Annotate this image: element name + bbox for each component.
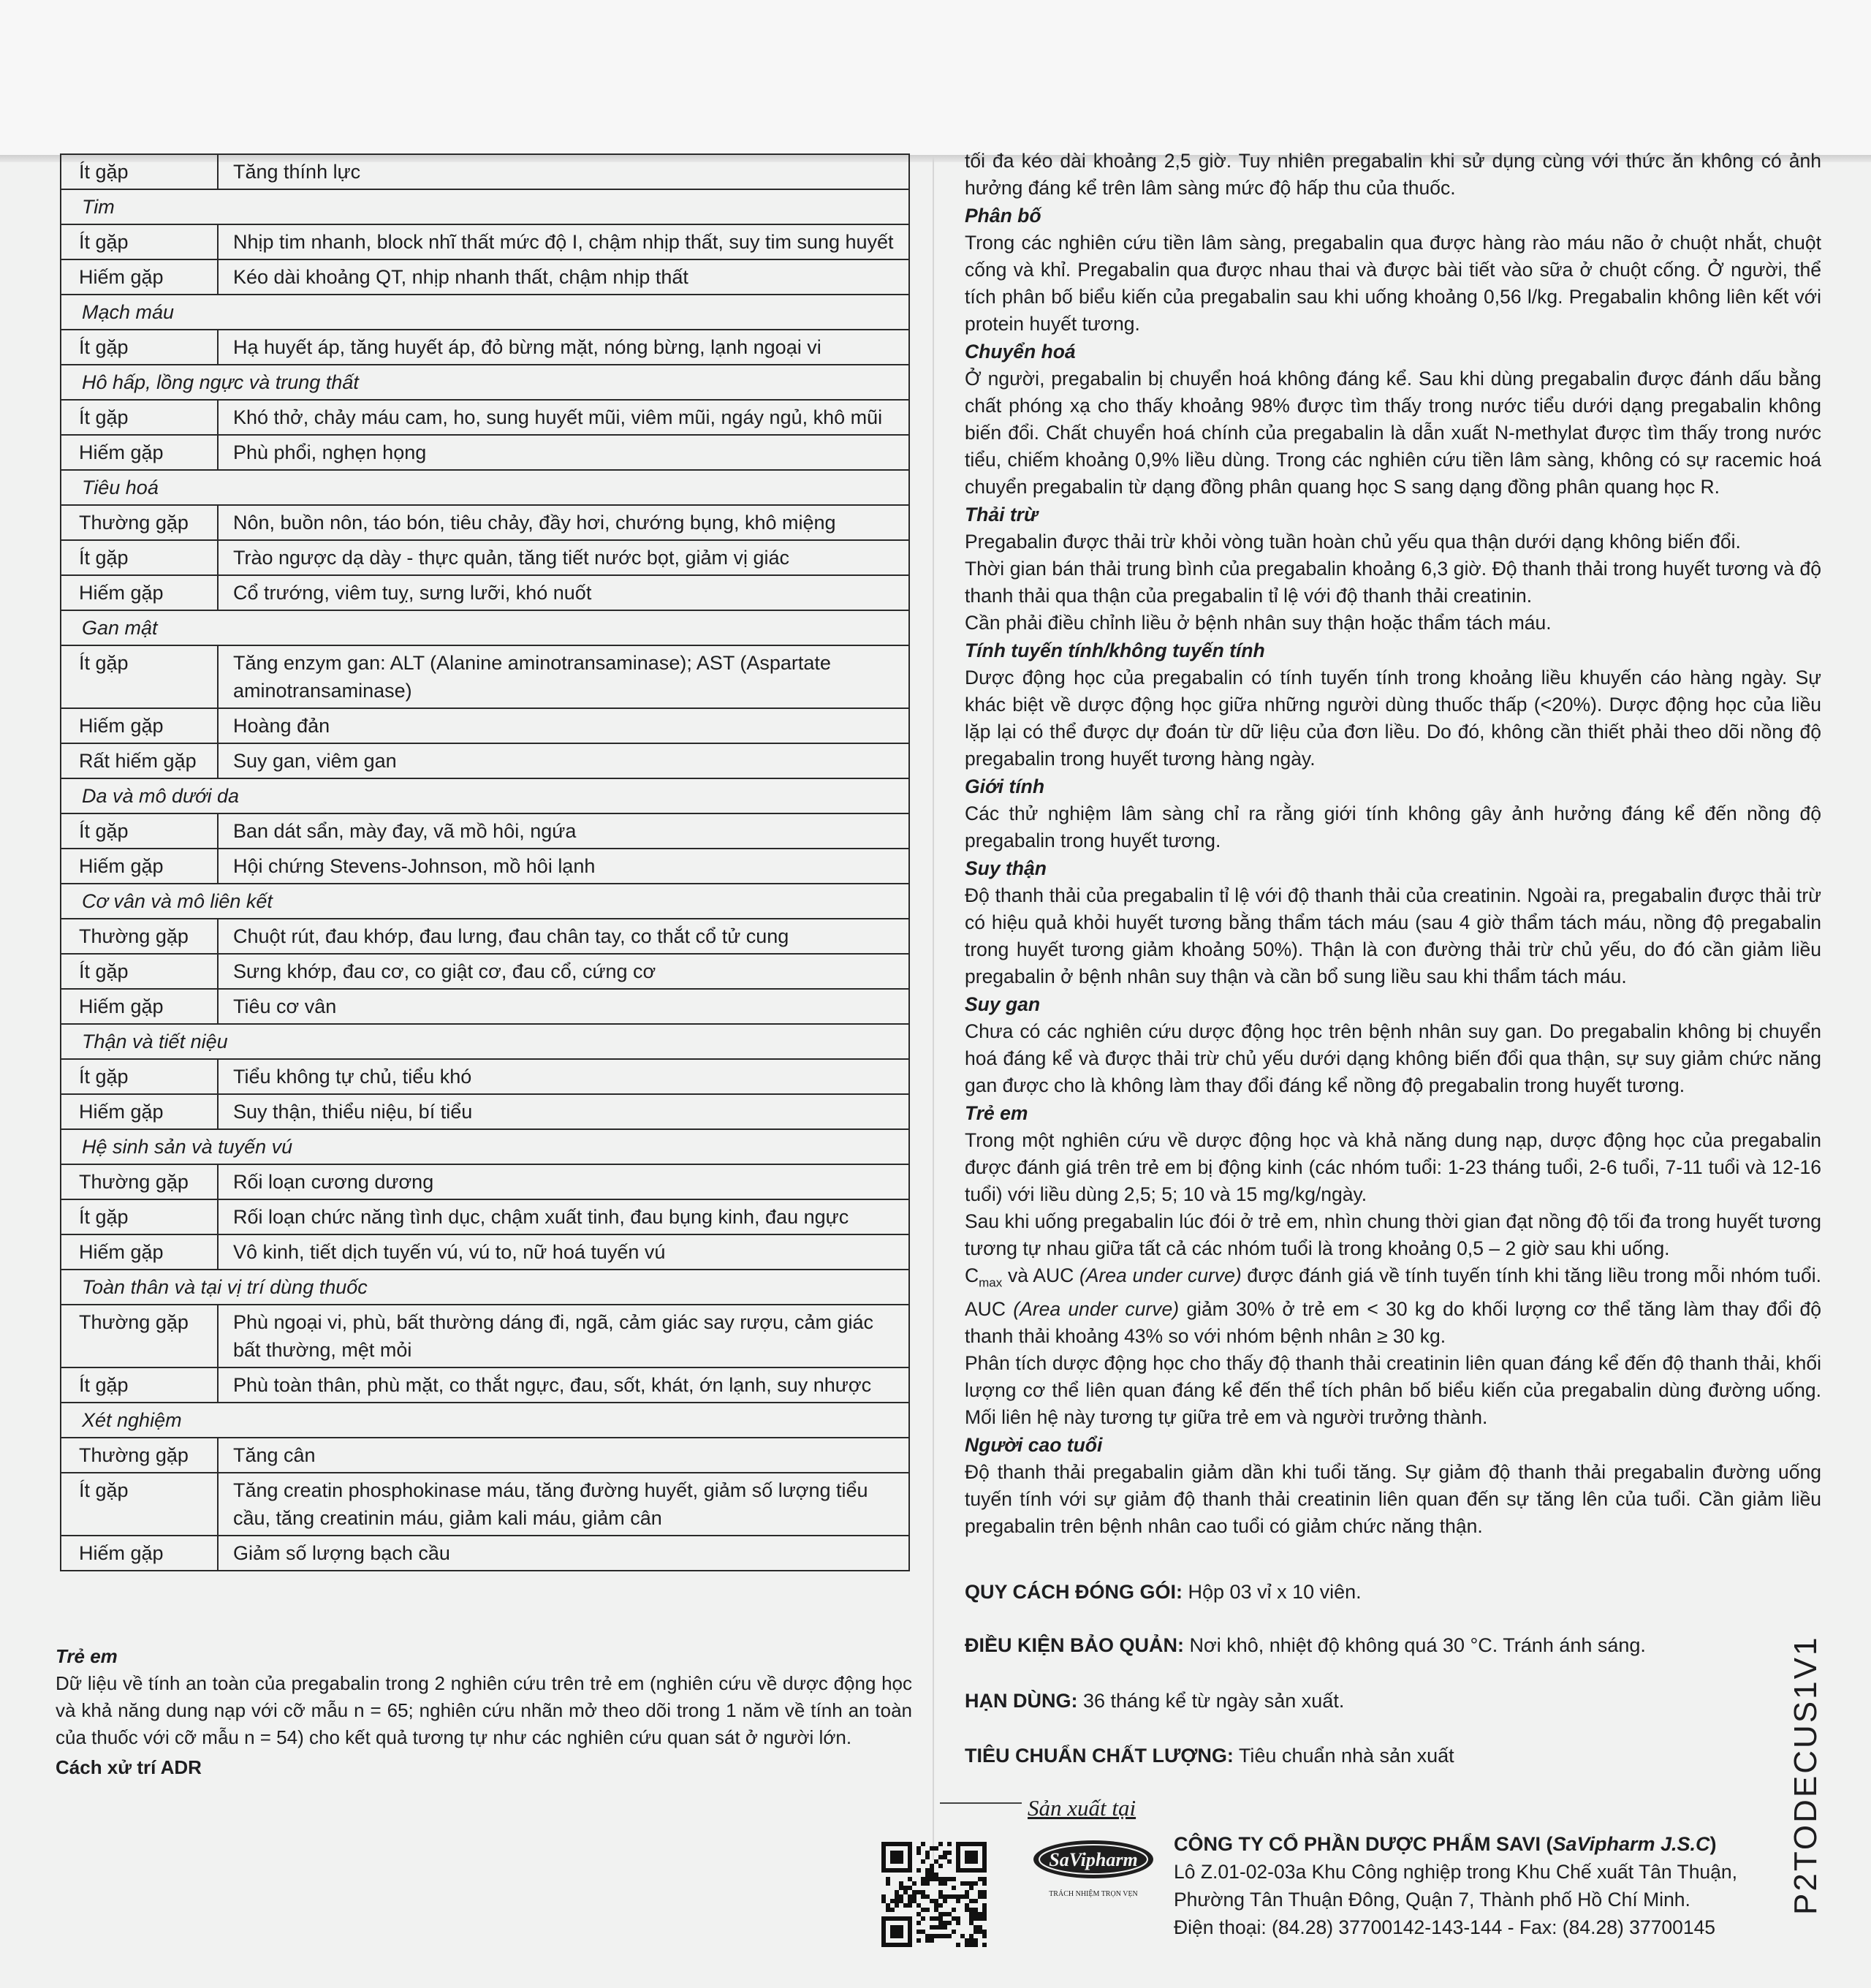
cmax-c: C [965,1264,979,1286]
left-notes [56,1643,912,1781]
frequency-cell: Thường gặp [61,1438,218,1473]
logo-slogan: TRÁCH NHIỆM TRỌN VẸN [1049,1890,1138,1898]
company-brand: SaVipharm J.S.C [1552,1833,1710,1855]
table-row [61,1164,909,1199]
organ-group-label: Da và mô dưới da [61,778,909,813]
frequency-cell: Ít gặp [61,400,218,435]
frequency-cell: Hiếm gặp [61,259,218,295]
table-row [61,1367,909,1403]
table-row [61,1234,909,1270]
document-code: P2TODECUS1V1 [1788,1635,1823,1915]
table-group-row [61,295,909,330]
effect-cell: Chuột rút, đau khớp, đau lưng, đau chân tay, co thắt cổ tử cung [218,919,909,954]
elderly-heading: Người cao tuổi [965,1434,1103,1457]
table-row [61,743,909,778]
organ-group-label: Cơ vân và mô liên kết [61,884,909,919]
section-paragraph: Dược động học của pregabalin có tính tuyến tính trong khoảng liều khuyến cáo hàng ngày. Sự khác biệt về dược động học giữa những người dùng thuốc thấp (<20%). Dược động học của liều lặp lại có thể được dự đoán từ dữ liệu của đơn liều. Do đó, không cần thiết phải theo dõi nồng độ pregabalin trong huyết tương hàng ngày. [965,667,1821,770]
expiry-line [965,1688,1821,1715]
frequency-cell: Hiếm gặp [61,1536,218,1571]
table-row [61,645,909,708]
effect-cell: Tăng cân [218,1438,909,1473]
table-row [61,989,909,1024]
table-row [61,435,909,470]
section-paragraph: Sau khi uống pregabalin lúc đói ở trẻ em, nhìn chung thời gian đạt nồng độ tối đa trong huyết tương tương tự nhau giữa tất cả các nhóm tuổi là trong khoảng 0,5 – 2 giờ sau khi uống. [965,1210,1821,1259]
frequency-cell: Ít gặp [61,1473,218,1536]
organ-group-label: Hệ sinh sản và tuyến vú [61,1129,909,1164]
table-row [61,813,909,849]
frequency-cell: Ít gặp [61,813,218,849]
effect-cell: Phù toàn thân, phù mặt, co thắt ngực, đau, sốt, khát, ớn lạnh, suy nhược [218,1367,909,1403]
table-row [61,575,909,610]
elderly-paragraph: Độ thanh thải pregabalin giảm dần khi tuổi tăng. Sự giảm độ thanh thải pregabalin đường uống tuyến tính với sự giảm độ thanh thải creatinin liên quan đến sự tăng lên của tuổi. Cần giảm liều pregabalin trên bệnh nhân cao tuổi có giảm chức năng thận. [965,1461,1821,1538]
effect-cell: Hạ huyết áp, tăng huyết áp, đỏ bừng mặt, nóng bừng, lạnh ngoại vi [218,330,909,365]
frequency-cell: Ít gặp [61,330,218,365]
effect-cell: Suy thận, thiểu niệu, bí tiểu [218,1094,909,1129]
frequency-cell: Hiếm gặp [61,1094,218,1129]
adr-handling-heading: Cách xử trí ADR [56,1756,202,1778]
quality-line [965,1742,1821,1769]
table-row [61,224,909,259]
adverse-reactions-table [60,153,910,1571]
children-text: Dữ liệu về tính an toàn của pregabalin trong 2 nghiên cứu trên trẻ em (nghiên cứu về dược động học và khả năng dung nạp với cỡ mẫu n = 65; nghiên cứu nhãn mở theo dõi trong 1 năm về tính an toàn của thuốc với cỡ mẫu n = 54) cho kết quả tương tự như các nghiên cứu quan sát ở người lớn. [56,1672,912,1748]
frequency-cell: Ít gặp [61,224,218,259]
frequency-cell: Ít gặp [61,154,218,189]
effect-cell: Tiểu không tự chủ, tiểu khó [218,1059,909,1094]
table-row [61,259,909,295]
table-row [61,954,909,989]
effect-cell: Sưng khớp, đau cơ, co giật cơ, đau cổ, cứng cơ [218,954,909,989]
company-name [1174,1830,1737,1858]
frequency-cell: Hiếm gặp [61,849,218,884]
packing-line [965,1579,1821,1606]
pharmacokinetics-column [965,148,1821,1540]
table-row [61,1438,909,1473]
effect-cell: Rối loạn chức năng tình dục, chậm xuất tinh, đau bụng kinh, đau ngực [218,1199,909,1234]
effect-cell: Hội chứng Stevens-Johnson, mồ hôi lạnh [218,849,909,884]
organ-group-label: Toàn thân và tại vị trí dùng thuốc [61,1270,909,1305]
table-row [61,919,909,954]
section-paragraph: Trong các nghiên cứu tiền lâm sàng, pregabalin qua được hàng rào máu não ở chuột nhắt, chuột cống và khỉ. Pregabalin qua được nhau thai và được bài tiết vào sữa ở chuột cống. Ở người, thể tích phân bố biểu kiến của pregabalin sau khi uống khoảng 0,56 l/kg. Pregabalin không liên kết với protein huyết tương. [965,232,1821,335]
company-name-close: ) [1709,1833,1717,1855]
quality-value: Tiêu chuẩn nhà sản xuất [1233,1745,1454,1767]
company-name-text: CÔNG TY CỔ PHẦN DƯỢC PHẨM SAVI ( [1174,1833,1553,1855]
effect-cell: Phù phổi, nghẹn họng [218,435,909,470]
effect-cell: Tiêu cơ vân [218,989,909,1024]
section-paragraph: Ở người, pregabalin bị chuyển hoá không đáng kể. Sau khi dùng pregabalin được đánh dấu bằng chất phóng xạ cho thấy khoảng 98% được tìm thấy trong nước tiểu dưới dạng pregabalin không biến đổi. Chất chuyển hoá chính của pregabalin là dẫn xuất N-methylat được tìm thấy trong nước tiểu, chiếm khoảng 0,9% liều dùng. Trong các nghiên cứu tiền lâm sàng, không có sự racemic hoá chuyển pregabalin từ dạng đồng phân quang học S sang dạng đồng phân quang học R. [965,368,1821,498]
table-group-row [61,470,909,505]
organ-group-label: Tim [61,189,909,224]
organ-group-label: Mạch máu [61,295,909,330]
effect-cell: Vô kinh, tiết dịch tuyến vú, vú to, nữ hoá tuyến vú [218,1234,909,1270]
table-group-row [61,610,909,645]
section-paragraph: Chưa có các nghiên cứu dược động học trên bệnh nhân suy gan. Do pregabalin không bị chuyển hoá đáng kể và được thải trừ chủ yếu dưới dạng không biến đổi qua thận, sự suy giảm chức năng gan được cho là không làm thay đổi đáng kể nồng độ pregabalin trong huyết tương. [965,1020,1821,1096]
effect-cell: Trào ngược dạ dày - thực quản, tăng tiết nước bọt, giảm vị giác [218,540,909,575]
frequency-cell: Ít gặp [61,1367,218,1403]
company-phone: Điện thoại: (84.28) 37700142-143-144 - Fax: (84.28) 37700145 [1174,1916,1716,1938]
table-row [61,1059,909,1094]
section-heading: Tính tuyến tính/không tuyến tính [965,640,1265,661]
table-group-row [61,1024,909,1059]
frequency-cell: Ít gặp [61,1199,218,1234]
frequency-cell: Ít gặp [61,645,218,708]
table-group-row [61,365,909,400]
company-address-2: Phường Tân Thuận Đông, Quận 7, Thành phố Hồ Chí Minh. [1174,1889,1690,1911]
effect-cell: Rối loạn cương dương [218,1164,909,1199]
table-row [61,540,909,575]
organ-group-label: Tiêu hoá [61,470,909,505]
frequency-cell: Rất hiếm gặp [61,743,218,778]
cmax-auc-term: (Area under curve) [1079,1264,1242,1286]
frequency-cell: Ít gặp [61,954,218,989]
effect-cell: Tăng creatin phosphokinase máu, tăng đường huyết, giảm số lượng tiểu cầu, tăng creatinin máu, giảm kali máu, giảm cân [218,1473,909,1536]
company-block [1174,1830,1737,1941]
section-heading: Trẻ em [965,1102,1028,1124]
frequency-cell: Thường gặp [61,1164,218,1199]
table-row [61,1536,909,1571]
effect-cell: Kéo dài khoảng QT, nhịp nhanh thất, chậm nhịp thất [218,259,909,295]
cmax-paragraph [965,1262,1821,1350]
table-group-row [61,189,909,224]
section-heading: Suy thận [965,857,1047,879]
table-row [61,400,909,435]
table-row [61,505,909,540]
children-heading: Trẻ em [56,1645,118,1667]
effect-cell: Khó thở, chảy máu cam, ho, sung huyết mũi, viêm mũi, ngáy ngủ, khô mũi [218,400,909,435]
company-address-1: Lô Z.01-02-03a Khu Công nghiệp trong Khu Chế xuất Tân Thuận, [1174,1861,1738,1883]
qr-code-icon [881,1842,987,1947]
section-paragraph: Thời gian bán thải trung bình của pregabalin khoảng 6,3 giờ. Độ thanh thải trong huyết tương và độ thanh thải qua thận của pregabalin tỉ lệ với độ thanh thải creatinin. [965,558,1821,607]
frequency-cell: Thường gặp [61,1305,218,1367]
frequency-cell: Hiếm gặp [61,435,218,470]
effect-cell: Tăng enzym gan: ALT (Alanine aminotransaminase); AST (Aspartate aminotransaminase) [218,645,909,708]
table-group-row [61,778,909,813]
section-paragraph: Trong một nghiên cứu về dược động học và khả năng dung nạp, dược động học của pregabalin được đánh giá trên trẻ em bị động kinh (các nhóm tuổi: 1-23 tháng tuổi, 2-6 tuổi, 7-11 tuổi và 12-16 tuổi) với liều dùng 2,5; 5; 10 và 15 mg/kg/ngày. [965,1129,1821,1205]
table-row [61,1305,909,1367]
frequency-cell: Ít gặp [61,1059,218,1094]
organ-group-label: Xét nghiệm [61,1403,909,1438]
logo-text: SaVipharm [1049,1849,1138,1870]
table-row [61,708,909,743]
table-row [61,1473,909,1536]
packing-value: Hộp 03 vỉ x 10 viên. [1183,1581,1362,1603]
paper-top-fold [0,0,1871,157]
cmax-rest-1: được đánh giá về tính tuyến tính khi tăng liều trong mỗi nhóm tuổi. AUC [965,1264,1821,1321]
expiry-value: 36 tháng kể từ ngày sản xuất. [1077,1690,1345,1712]
cmax-sub: max [979,1275,1003,1290]
analysis-paragraph: Phân tích dược động học cho thấy độ thanh thải creatinin liên quan đáng kể đến độ thanh thải, khối lượng cơ thể liên quan đáng kể đến thể tích phân bố biểu kiến của pregabalin dùng đường uống. Mối liên hệ này tương tự giữa trẻ em và người trưởng thành. [965,1352,1821,1429]
section-heading: Chuyển hoá [965,341,1076,363]
effect-cell: Giảm số lượng bạch cầu [218,1536,909,1571]
section-heading: Phân bố [965,205,1041,227]
paper-center-fold [933,157,934,1860]
effect-cell: Tăng thính lực [218,154,909,189]
divider-line [940,1802,1022,1804]
frequency-cell: Thường gặp [61,505,218,540]
table-row [61,1094,909,1129]
effect-cell: Suy gan, viêm gan [218,743,909,778]
frequency-cell: Hiếm gặp [61,1234,218,1270]
table-row [61,330,909,365]
table-group-row [61,884,909,919]
organ-group-label: Hô hấp, lồng ngực và trung thất [61,365,909,400]
expiry-label: HẠN DÙNG: [965,1690,1078,1712]
table-group-row [61,1129,909,1164]
frequency-cell: Ít gặp [61,540,218,575]
storage-value: Nơi khô, nhiệt độ không quá 30 °C. Tránh ánh sáng. [1184,1634,1646,1656]
cmax-and-auc: và AUC [1002,1264,1079,1286]
frequency-cell: Thường gặp [61,919,218,954]
table-group-row [61,1403,909,1438]
effect-cell: Phù ngoại vi, phù, bất thường dáng đi, ngã, cảm giác say rượu, cảm giác bất thường, mệt mỏi [218,1305,909,1367]
effect-cell: Hoàng đản [218,708,909,743]
table-row [61,154,909,189]
section-paragraph: Pregabalin được thải trừ khỏi vòng tuần hoàn chủ yếu qua thận dưới dạng không biến đổi. [965,531,1741,553]
intro-paragraph: tối đa kéo dài khoảng 2,5 giờ. Tuy nhiên pregabalin khi sử dụng cùng với thức ăn không có ảnh hưởng đáng kể trên lâm sàng mức độ hấp thu của thuốc. [965,150,1821,199]
storage-label: ĐIỀU KIỆN BẢO QUẢN: [965,1634,1185,1656]
made-in-label: Sản xuất tại [1028,1795,1136,1821]
organ-group-label: Gan mật [61,610,909,645]
section-heading: Suy gan [965,993,1041,1015]
frequency-cell: Hiếm gặp [61,575,218,610]
table-row [61,1199,909,1234]
effect-cell: Ban dát sẩn, mày đay, vã mồ hôi, ngứa [218,813,909,849]
section-heading: Thải trừ [965,504,1038,526]
table-group-row [61,1270,909,1305]
effect-cell: Nhịp tim nhanh, block nhĩ thất mức độ I, chậm nhịp thất, suy tim sung huyết [218,224,909,259]
section-paragraph: Cần phải điều chỉnh liều ở bệnh nhân suy thận hoặc thẩm tách máu. [965,612,1552,634]
cmax-rest-2: giảm 30% ở trẻ em < 30 kg do khối lượng cơ thể tăng làm thay đổi độ thanh thải khoảng 43% so với nhóm bệnh nhân ≥ 30 kg. [965,1298,1821,1348]
section-paragraph: Độ thanh thải của pregabalin tỉ lệ với độ thanh thải của creatinin. Ngoài ra, pregabalin được thải trừ có hiệu quả khỏi huyết tương bằng thẩm tách máu (sau 4 giờ thẩm tách máu, nồng độ pregabalin trong huyết tương giảm khoảng 50%). Thận là con đường thải trừ chủ yếu, do đó cần giảm liều pregabalin ở bệnh nhân suy thận và cần bổ sung liều sau khi thẩm tách máu. [965,884,1821,987]
effect-cell: Nôn, buồn nôn, táo bón, tiêu chảy, đầy hơi, chướng bụng, khô miệng [218,505,909,540]
frequency-cell: Hiếm gặp [61,708,218,743]
cmax-auc-term-2: (Area under curve) [1013,1298,1180,1321]
organ-group-label: Thận và tiết niệu [61,1024,909,1059]
section-heading: Giới tính [965,775,1045,797]
storage-line [965,1632,1821,1659]
savipharm-logo [1031,1836,1158,1902]
frequency-cell: Hiếm gặp [61,989,218,1024]
table-row [61,849,909,884]
effect-cell: Cổ trướng, viêm tuỵ, sưng lưỡi, khó nuốt [218,575,909,610]
section-paragraph: Các thử nghiệm lâm sàng chỉ ra rằng giới tính không gây ảnh hưởng đáng kể đến nồng độ pregabalin trong huyết tương. [965,803,1821,851]
packing-label: QUY CÁCH ĐÓNG GÓI: [965,1581,1183,1603]
quality-label: TIÊU CHUẨN CHẤT LƯỢNG: [965,1745,1234,1767]
